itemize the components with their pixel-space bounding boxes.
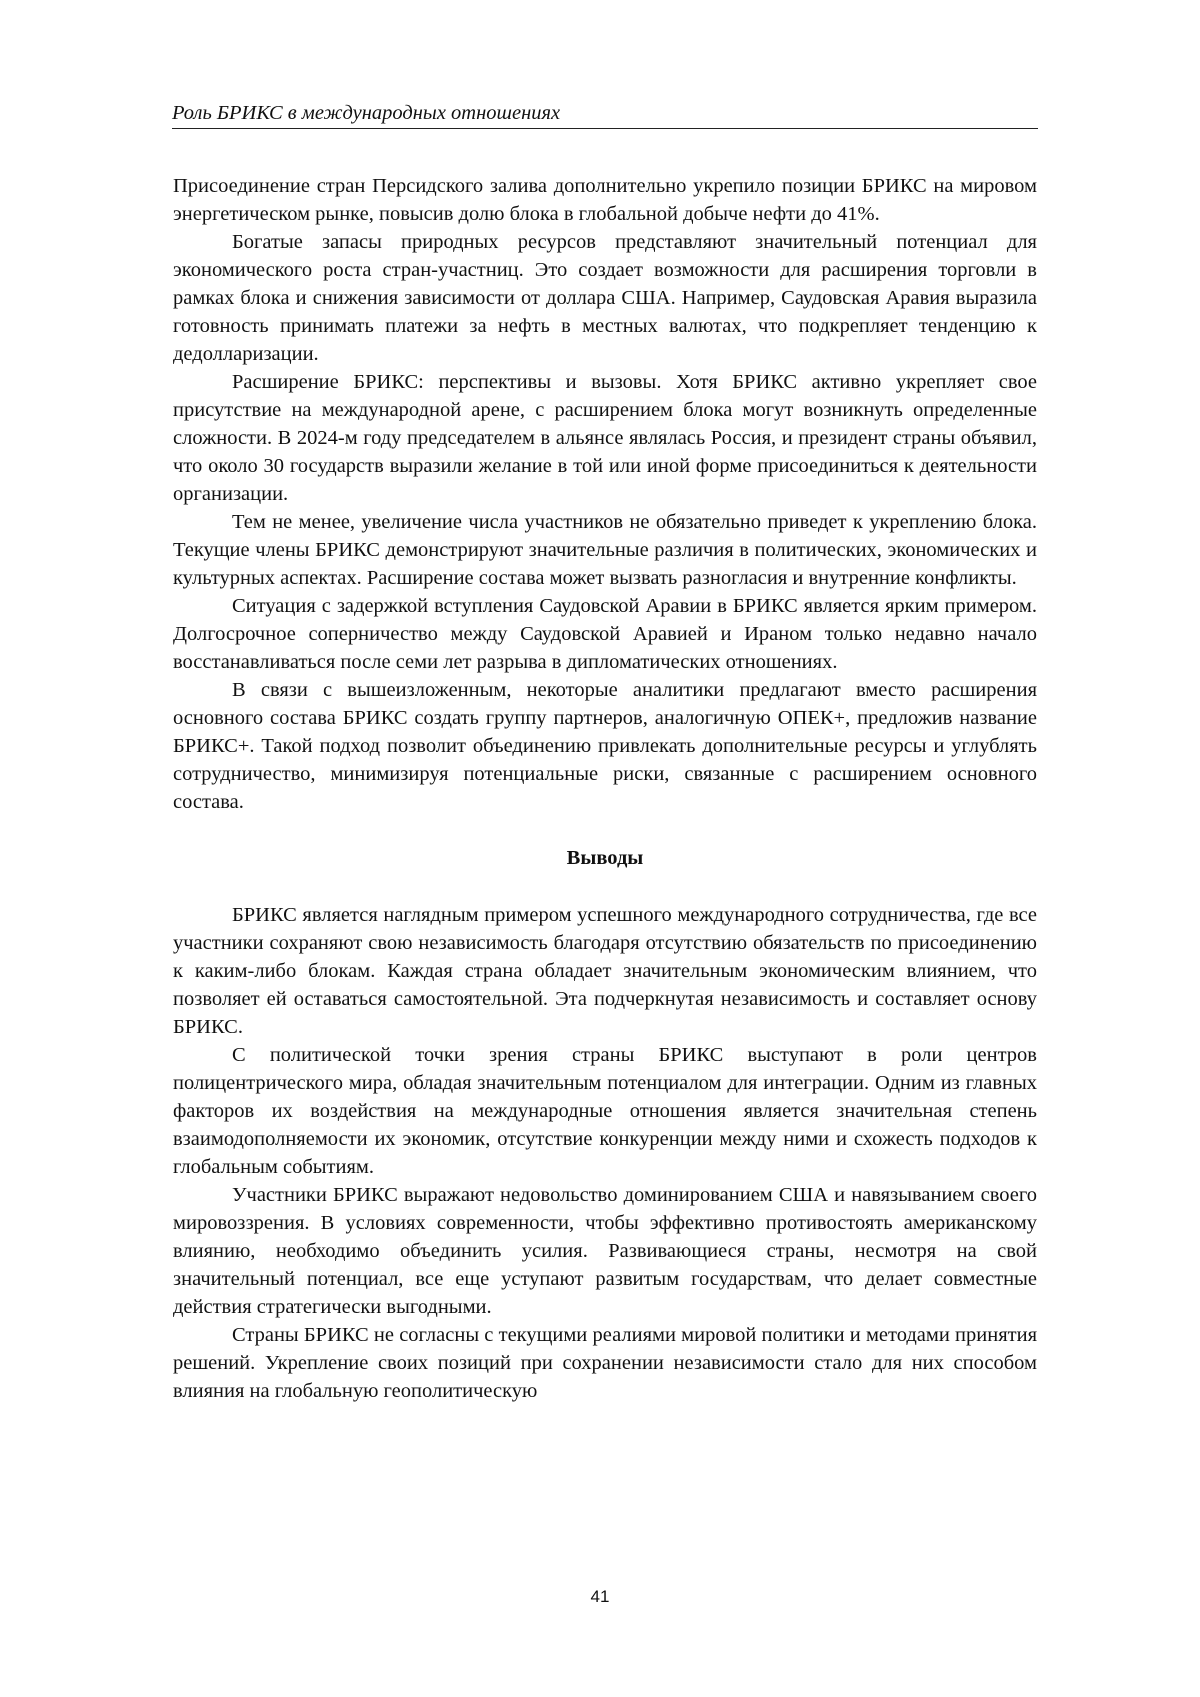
paragraph: Расширение БРИКС: перспективы и вызовы. Хотя БРИКС активно укрепляет свое присутствие на международной арене, с расширением блока могут возникнуть определенные сложности. В 2024-м году председателем в альянсе являлась Россия, и президент страны объявил, что около 30 государств выразили желание в той или иной форме присоединиться к деятельности организации. <box>173 371 1037 505</box>
paragraph: Богатые запасы природных ресурсов представляют значительный потенциал для экономического роста стран-участниц. Это создает возможности для расширения торговли в рамках блока и снижения зависимости от доллара США. Например, Саудовская Аравия выразила готовность принимать платежи за нефть в местных валютах, что подкрепляет тенденцию к дедолларизации. <box>173 231 1037 365</box>
paragraph: Присоединение стран Персидского залива дополнительно укрепило позиции БРИКС на мировом энергетическом рынке, повысив долю блока в глобальной добыче нефти до 41%. <box>173 175 1037 225</box>
paragraph: Ситуация с задержкой вступления Саудовской Аравии в БРИКС является ярким примером. Долгосрочное соперничество между Саудовской Аравией и Ираном только недавно начало восстанавливаться после семи лет разрыва в дипломатических отношениях. <box>173 595 1037 673</box>
running-header: Роль БРИКС в международных отношениях <box>172 100 1038 129</box>
paragraph: Участники БРИКС выражают недовольство доминированием США и навязыванием своего мировоззрения. В условиях современности, чтобы эффективно противостоять американскому влиянию, необходимо объединить усилия. Развивающиеся страны, несмотря на свой значительный потенциал, все еще уступают развитым государствам, что делает совместные действия стратегически выгодными. <box>173 1184 1037 1318</box>
paragraph: Тем не менее, увеличение числа участников не обязательно приведет к укреплению блока. Текущие члены БРИКС демонстрируют значительные различия в политических, экономических и культурных аспектах. Расширение состава может вызвать разногласия и внутренние конфликты. <box>173 511 1037 589</box>
paragraph: С политической точки зрения страны БРИКС выступают в роли центров полицентрического мира, обладая значительным потенциалом для интеграции. Одним из главных факторов их воздействия на международные отношения является значительная степень взаимодополняемости их экономик, отсутствие конкуренции между ними и схожесть подходов к глобальным событиям. <box>173 1044 1037 1178</box>
section-heading: Выводы <box>566 847 644 869</box>
body-text <box>173 172 1037 1405</box>
paragraph: БРИКС является наглядным примером успешного международного сотрудничества, где все участники сохраняют свою независимость благодаря отсутствию обязательств по присоединению к каким-либо блокам. Каждая страна обладает значительным экономическим влиянием, что позволяет ей оставаться самостоятельной. Эта подчеркнутая независимость и составляет основу БРИКС. <box>173 904 1037 1038</box>
paragraph-continued: Страны БРИКС не согласны с текущими реалиями мировой политики и методами принятия решений. Укрепление своих позиций при сохранении независимости стало для них способом влияния на глобальную геополитическую <box>173 1324 1037 1402</box>
paragraph: В связи с вышеизложенным, некоторые аналитики предлагают вместо расширения основного состава БРИКС создать группу партнеров, аналогичную ОПЕК+, предложив название БРИКС+. Такой подход позволит объединению привлекать дополнительные ресурсы и углублять сотрудничество, минимизируя потенциальные риски, связанные с расширением основного состава. <box>173 679 1037 813</box>
page-number: 41 <box>590 1587 610 1606</box>
